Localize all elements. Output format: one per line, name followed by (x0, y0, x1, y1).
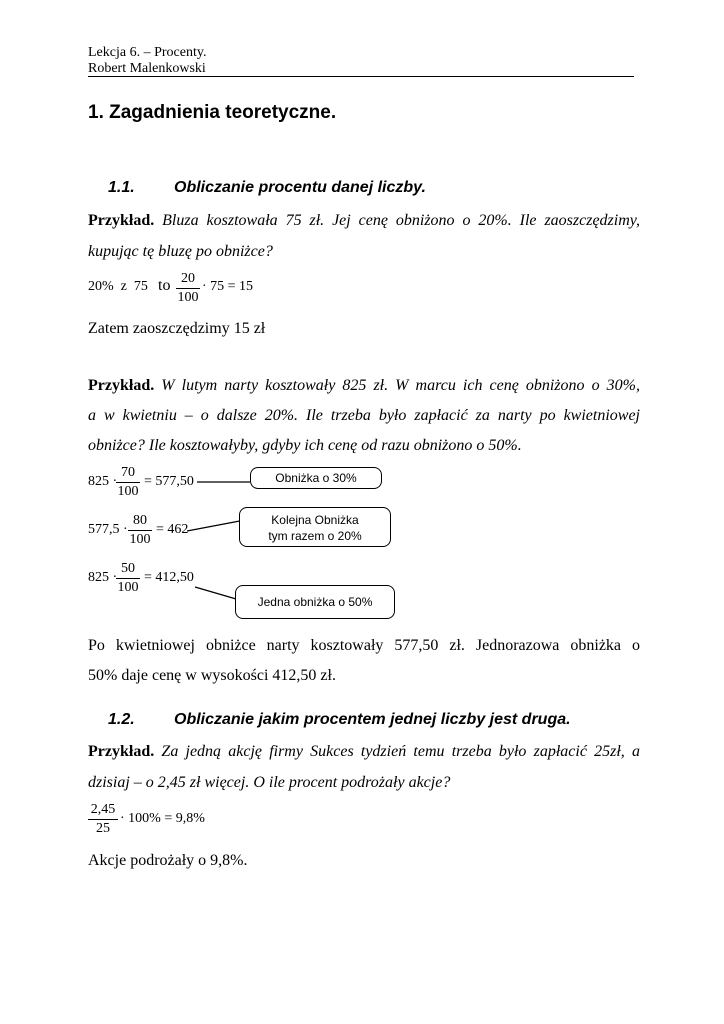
calc-3-fraction: 2,45 25 (88, 802, 118, 837)
example-1-line-2: kupując tę bluzę po obniżce? (88, 243, 273, 260)
example-1-conclusion: Zatem zaoszczędzimy 15 zł (88, 320, 266, 337)
subsection-title: Obliczanie jakim procentem jednej liczby jest druga. (174, 711, 571, 728)
header-lesson-title: Lekcja 6. – Procenty. (88, 45, 207, 60)
example-label: Przykład. (88, 377, 155, 394)
example-3-line-2: dzisiaj – o 2,45 zł więcej. O ile procent podrożały akcje? (88, 774, 451, 791)
example-1-text: Bluza kosztowała 75 zł. Jej cenę obniżono o 20%. Ile zaoszczędzimy, (162, 212, 641, 229)
eq-2-fraction: 80 100 (129, 513, 151, 547)
eq-2-pre: 577,5 · (88, 522, 128, 537)
example-2-conclusion-line-1: Po kwietniowej obniżce narty kosztowały 577,50 zł. Jednorazowa obniżka o (88, 637, 640, 654)
subsection-title: Obliczanie procentu danej liczby. (174, 179, 426, 196)
eq-1-result: = 577,50 (144, 474, 194, 489)
calc-1-to: to (158, 277, 171, 294)
section-title: 1. Zagadnienia teoretyczne. (88, 102, 337, 123)
example-label: Przykład. (88, 743, 155, 760)
eq-3-fraction: 50 100 (117, 561, 139, 595)
header-author: Robert Malenkowski (88, 61, 206, 76)
example-2-line-3: obniżce? Ile kosztowałyby, gdyby ich cenę od razu obniżono o 50%. (88, 437, 522, 454)
eq-1-pre: 825 · (88, 474, 118, 489)
callout-bubble-50: Jedna obniżka o 50% (235, 585, 395, 619)
example-label: Przykład. (88, 212, 155, 229)
eq-3-result: = 412,50 (144, 570, 194, 585)
subsection-number: 1.1. (108, 179, 135, 196)
example-2-line-1: Przykład. W lutym narty kosztowały 825 zł. W marcu ich cenę obniżono o 30%, (88, 377, 640, 394)
calc-3-result: · 100% = 9,8% (120, 811, 205, 826)
example-3-line-1: Przykład. Za jedną akcję firmy Sukces tydzień temu trzeba było zapłacić 25zł, a (88, 743, 641, 760)
eq-2-result: = 462 (156, 522, 189, 537)
calc-1-fraction: 20 100 (177, 271, 199, 305)
example-2-conclusion-line-2: 50% daje cenę w wysokości 412,50 zł. (88, 667, 336, 684)
subsection-number: 1.2. (108, 711, 135, 728)
calc-1-result: · 75 = 15 (202, 279, 254, 294)
eq-1-fraction: 70 100 (117, 465, 139, 499)
callout-bubble-30: Obniżka o 30% (250, 467, 382, 489)
eq-3-pre: 825 · (88, 570, 118, 585)
example-2-line-2: a w kwietniu – o dalsze 20%. Ile trzeba było zapłacić za narty po kwietniowej (88, 407, 640, 424)
calc-1-prefix: 20% z 75 (88, 279, 148, 294)
example-3-conclusion: Akcje podrożały o 9,8%. (88, 852, 248, 869)
callout-bubble-20: Kolejna Obniżka tym razem o 20% (239, 507, 391, 547)
